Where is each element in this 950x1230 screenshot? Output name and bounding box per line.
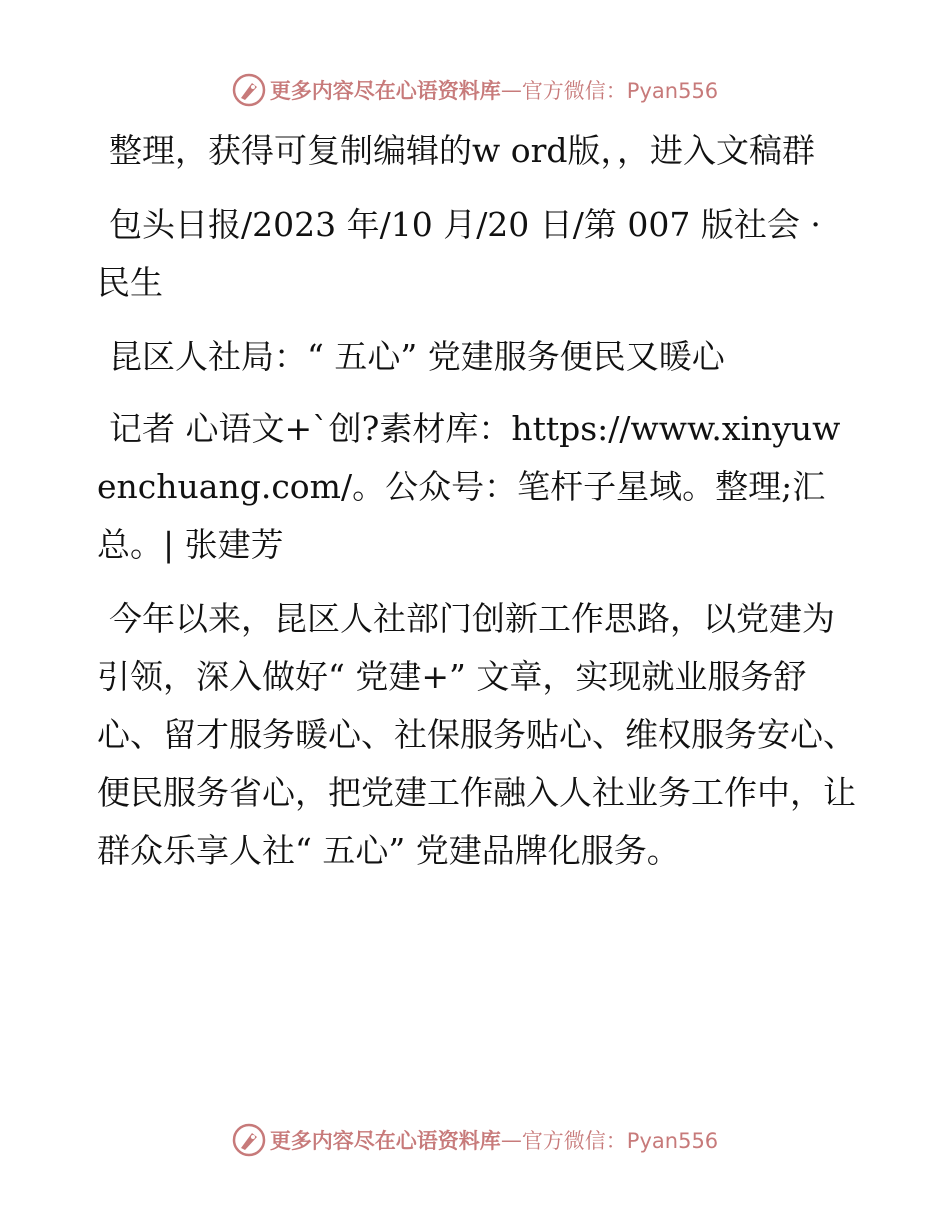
paragraph-intro: 整理，获得可复制编辑的w ord版，，进入文稿群 <box>109 131 816 170</box>
paragraph-body: 今年以来，昆区人社部门创新工作思路，以党建为引领，深入做好“ 党建+” 文章，实现就业服务舒心、留才服务暖心、社保服务贴心、维权服务安心、便民服务省心，把党建工作融入人社业务工作中，让群众乐享人社“ 五心” 党建品牌化服务。 <box>97 599 856 870</box>
banner-separator: — <box>500 78 522 102</box>
article-title: 昆区人社局：“ 五心” 党建服务便民又暖心 <box>109 337 725 376</box>
footer-banner <box>0 1120 950 1160</box>
pen-nib-logo-icon <box>232 73 266 107</box>
banner-site-text: 更多内容尽在心语资料库 <box>269 78 501 103</box>
banner-wechat-text: 官方微信：Pyan556 <box>521 79 719 103</box>
paragraph-byline: 记者 心语文+`创?素材库：https://www.xinyuwenchuang.com/。公众号：笔杆子星域。整理;汇总。| 张建芳 <box>97 409 841 564</box>
banner-separator: — <box>500 1128 522 1152</box>
header-banner <box>0 70 950 110</box>
banner-site-text: 更多内容尽在心语资料库 <box>269 1128 501 1153</box>
banner-wechat-text: 官方微信：Pyan556 <box>521 1129 719 1153</box>
paragraph-source: 包头日报/2023 年/10 月/20 日/第 007 版社会 · 民生 <box>97 205 821 302</box>
document-body <box>97 122 857 896</box>
pen-nib-logo-icon <box>232 1123 266 1157</box>
